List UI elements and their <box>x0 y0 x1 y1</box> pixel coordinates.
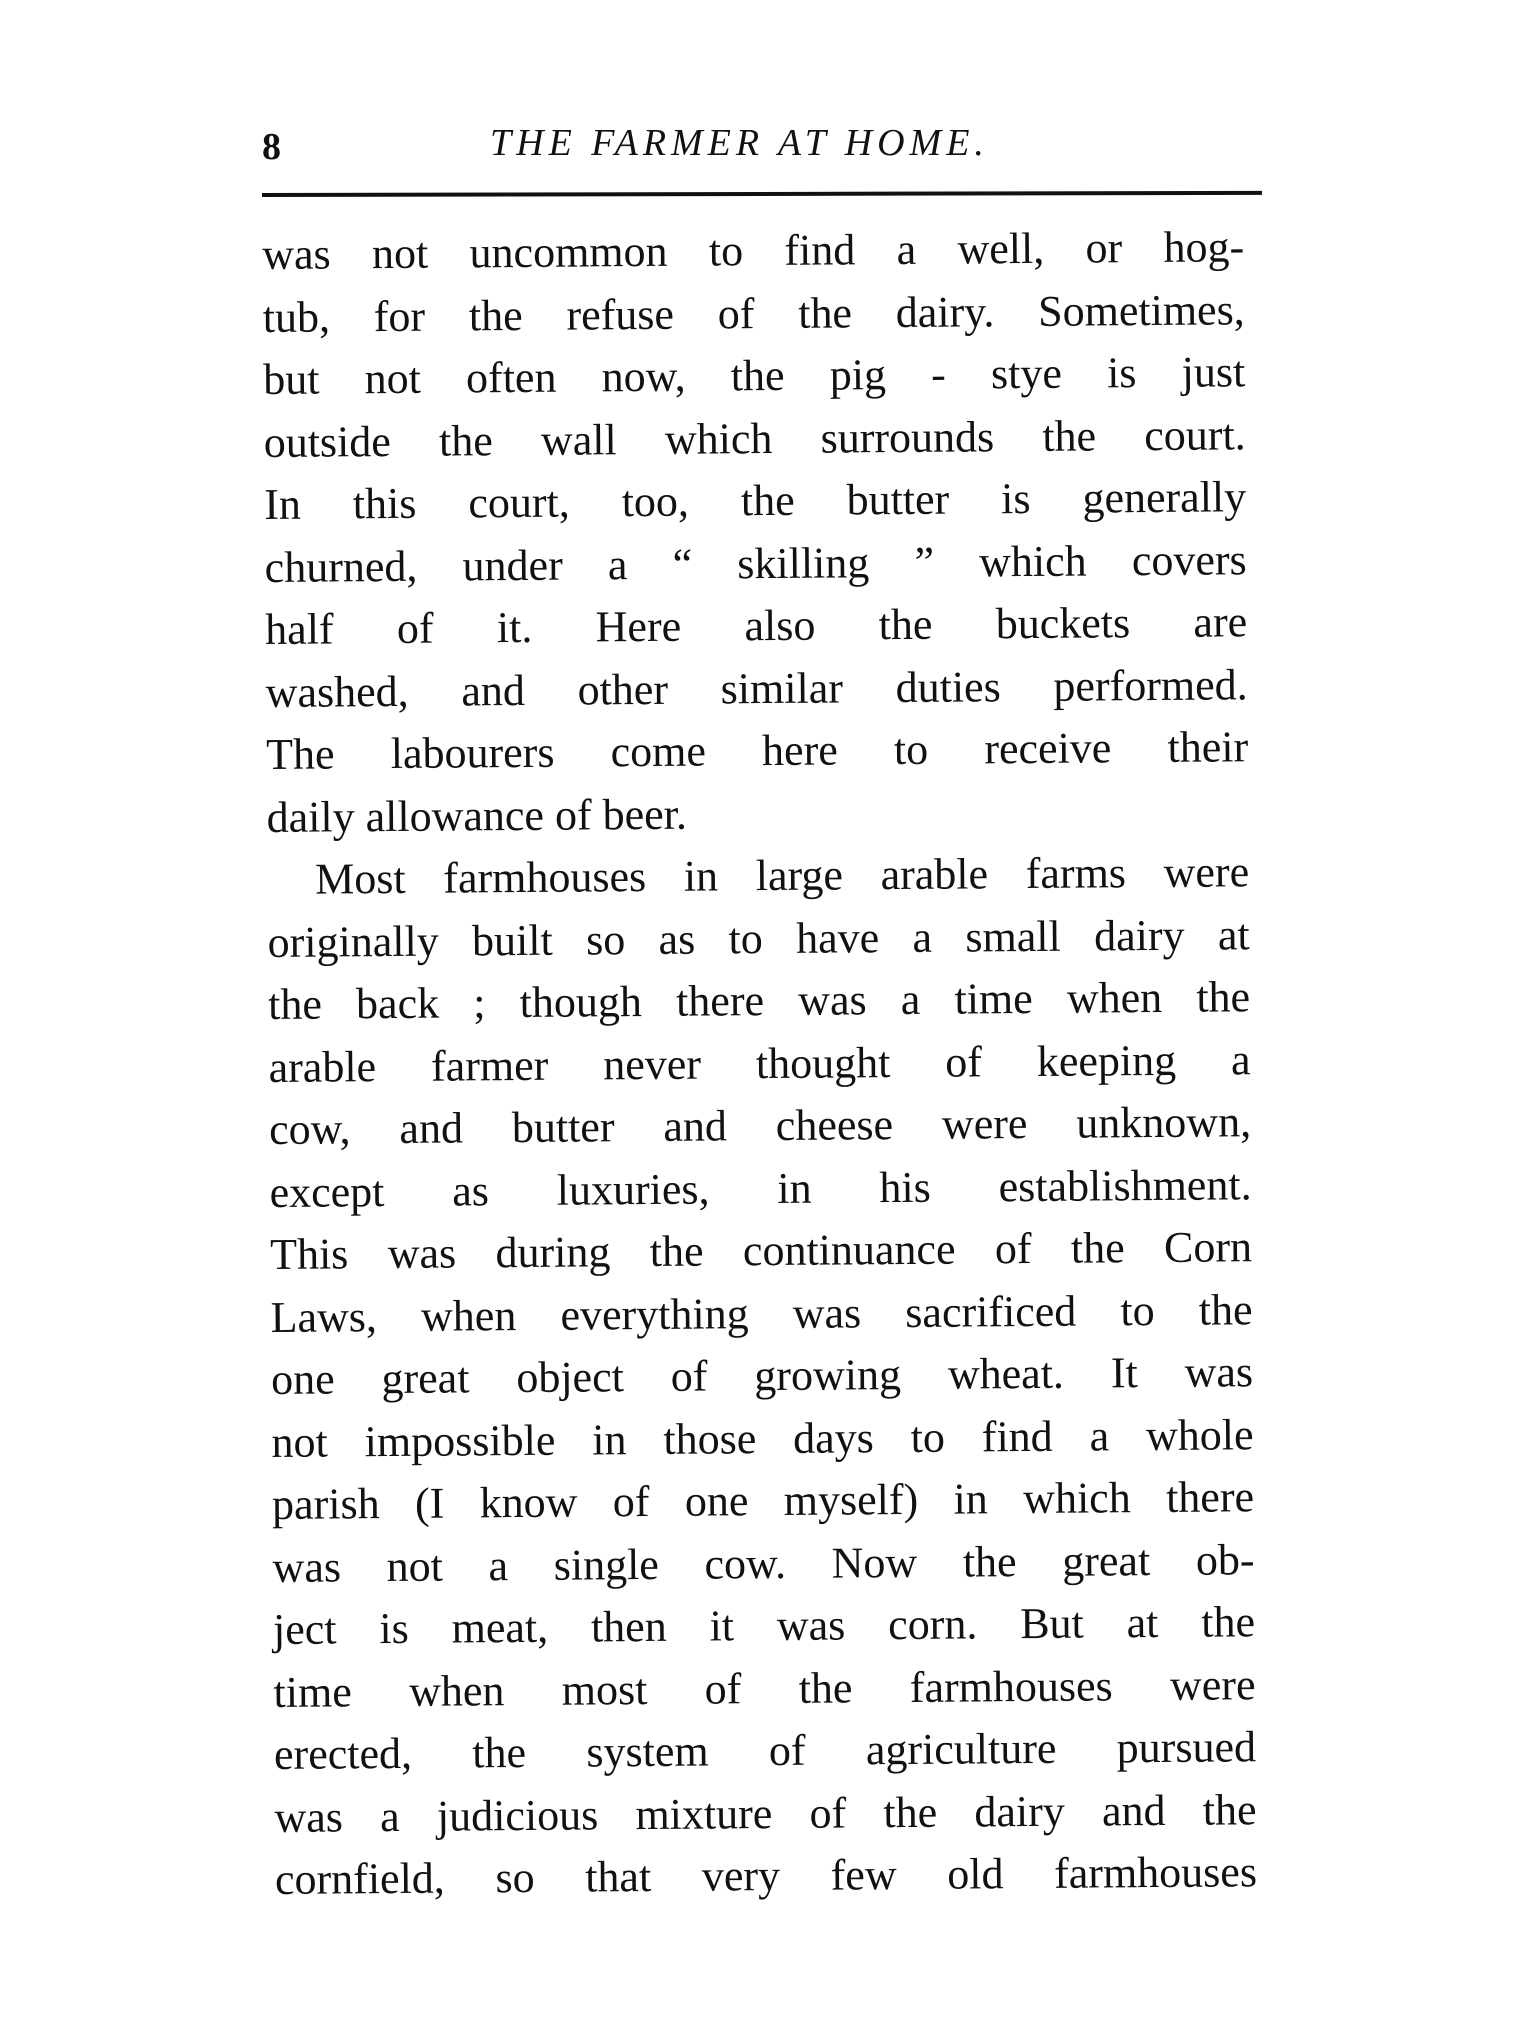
text-line: outside the wall which surrounds the court. <box>263 409 1246 467</box>
text-line: but not often now, the pig - stye is just <box>263 347 1246 404</box>
paragraph-1 <box>262 216 1249 849</box>
text-line: one great object of growing wheat. It was <box>270 1347 1254 1404</box>
text-line: cow, and butter and cheese were unknown, <box>268 1097 1252 1154</box>
text-line: originally built so as to have a small dairy at <box>267 909 1250 967</box>
text-line: Laws, when everything was sacrificed to the <box>270 1284 1253 1342</box>
page-number: 8 <box>262 126 281 168</box>
text-line: arable farmer never thought of keeping a <box>268 1034 1251 1092</box>
paragraph-2 <box>267 841 1257 1911</box>
text-line: was a judicious mixture of the dairy and the <box>274 1784 1257 1842</box>
text-line: tub, for the refuse of the dairy. Sometimes, <box>262 284 1245 342</box>
text-line: The labourers come here to receive their <box>265 722 1249 779</box>
header-rule <box>262 191 1262 197</box>
text-line: half of it. Here also the buckets are <box>264 597 1248 654</box>
text-line: was not a single cow. Now the great ob- <box>272 1534 1255 1592</box>
text-line: time when most of the farmhouses were <box>273 1659 1256 1717</box>
text-line: cornfield, so that very few old farmhouses <box>274 1847 1258 1904</box>
text-line: churned, under a “ skilling ” which covers <box>264 534 1247 592</box>
text-line: In this court, too, the butter is generally <box>264 472 1247 529</box>
text-line: ject is meat, then it was corn. But at the <box>272 1597 1256 1654</box>
text-line: washed, and other similar duties performed. <box>265 659 1248 717</box>
text-line: parish (I know of one myself) in which there <box>271 1472 1255 1529</box>
text-line: erected, the system of agriculture pursued <box>273 1722 1257 1779</box>
text-line: was not uncommon to find a well, or hog- <box>262 222 1245 279</box>
text-line: daily allowance of beer. <box>266 789 688 842</box>
text-line: the back ; though there was a time when the <box>267 972 1251 1029</box>
text-line: not impossible in those days to find a whole <box>271 1409 1254 1467</box>
running-title: THE FARMER AT HOME. <box>490 122 989 164</box>
text-line: Most farmhouses in large arable farms were <box>314 847 1250 904</box>
body-text <box>262 216 1257 1911</box>
text-line: This was during the continuance of the Corn <box>269 1222 1253 1279</box>
text-line: except as luxuries, in his establishment. <box>269 1159 1252 1217</box>
